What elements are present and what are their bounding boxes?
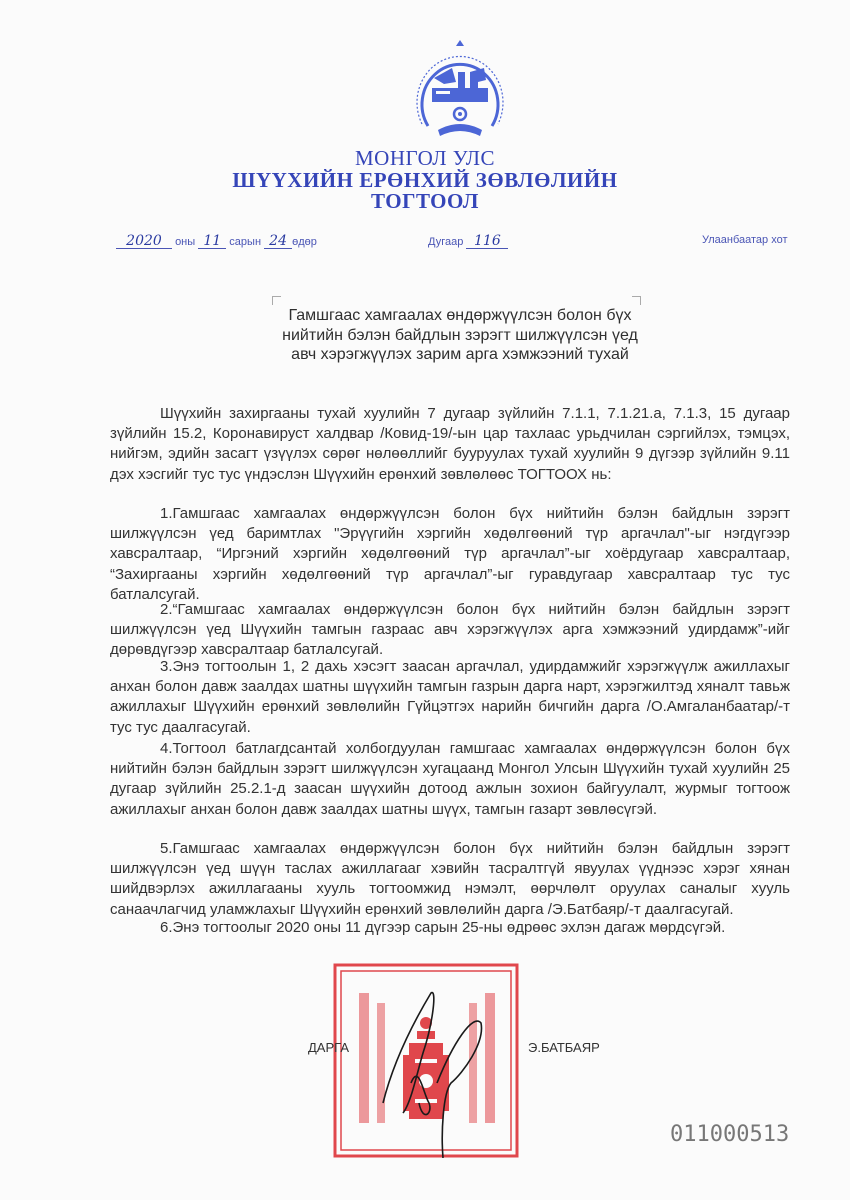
- paragraph-item-3: 3.Энэ тогтоолын 1, 2 дахь хэсэгт заасан аргачлал, удирдамжийг хэрэгжүүлж ажиллахыг анхан болон давж заалдах шатны шүүхийн тамгын газрын дарга нарт, хэрэгжилтэд хяналт тавьж ажиллахыг Шүүхийн ерөнхий зөвлөлийн Гүйцэтгэх нарийн бичгийн дарга /О.Амгаланбаатар/-т тус тус даалгасугай.: [110, 658, 790, 736]
- paragraph-item-5: 5.Гамшгаас хамгаалах өндөржүүлсэн болон бүх нийтийн бэлэн байдлын зэрэгт шилжүүлсэн үед шүүн таслах ажиллагааг хэвийн тасралтгүй явуулах үүднээс хэрэг хянан шийдвэрлэх ажиллагааны хууль тогтоомжид нэмэлт, өөрчлөлт оруулах саналыг хууль санаачлагчид уламжлахыг Шүүхийн ерөнхий зөвлөлийн дарга /Э.Батбаяр/-т даалгасугай.: [110, 840, 790, 918]
- body-item-2: [110, 600, 790, 661]
- country-name: МОНГОЛ УЛС: [355, 146, 495, 170]
- subject-line: нийтийн бэлэн байдлын зэрэгт шилжүүлсэн үед: [282, 326, 638, 344]
- paragraph-item-1: 1.Гамшгаас хамгаалах өндөржүүлсэн болон бүх нийтийн бэлэн байдлын зэрэгт шилжүүлсэн үед баримтлах "Эрүүгийн хэргийн хөдөлгөөний түр аргачлал"-ыг нэгдүгээр хавсралтаар, “Иргэний хэргийн хөдөлгөөний түр аргачлал”-ыг хоёрдугаар хавсралтаар, “Захиргааны хэргийн хөдөлгөөний түр аргачлал”-ыг гуравдугаар хавсралтаар тус тус батлалсугай.: [110, 505, 790, 603]
- state-emblem-icon: [414, 38, 506, 142]
- signatory-title: ДАРГА: [308, 1040, 349, 1055]
- date-month: 11: [198, 234, 226, 249]
- official-seal-stamp-icon: [333, 963, 519, 1158]
- body-item-1: [110, 504, 790, 605]
- body-item-3: [110, 657, 790, 738]
- serial-number: 011000513: [670, 1122, 790, 1147]
- document-date: [116, 234, 317, 249]
- date-month-suffix: сарын: [229, 236, 262, 248]
- body-preamble: [110, 404, 790, 485]
- subject-corner-mark: [632, 296, 641, 305]
- paragraph-item-6: 6.Энэ тогтоолыг 2020 оны 11 дүгээр сарын 25-ны өдрөөс эхлэн дагаж мөрдсүгэй.: [160, 919, 726, 936]
- date-year-suffix: оны: [175, 236, 196, 248]
- number-value: 116: [466, 234, 508, 249]
- body-item-5: [110, 839, 790, 920]
- document-city: Улаанбаатар хот: [702, 234, 788, 246]
- number-label: Дугаар: [428, 236, 464, 248]
- body-item-6: [110, 918, 790, 938]
- document-number: [428, 234, 508, 249]
- subject-corner-mark: [272, 296, 281, 305]
- paragraph-item-4: 4.Тогтоол батлагдсантай холбогдуулан гамшгаас хамгаалах өндөржүүлсэн болон бүх нийтийн бэлэн байдлын зэрэгт шилжүүлсэн хугацаанд Монгол Улсын Шүүхийн тухай хуулийн 25 дугаар зүйлийн 25.2.1-д заасан шүүхийн дотоод ажлын зохион байгуулалт, журмыг тогтоож ажиллахыг анхан болон давж заалдах шатны шүүх, тамгын газарт зөвлөсүгэй.: [110, 740, 790, 818]
- subject-line: авч хэрэгжүүлэх зарим арга хэмжээний тухай: [291, 346, 629, 363]
- document-subject: [260, 306, 660, 365]
- date-year: 2020: [116, 234, 172, 249]
- signatory-name: Э.БАТБАЯР: [528, 1040, 600, 1055]
- paragraph-item-2: 2.“Гамшгаас хамгаалах өндөржүүлсэн болон бүх нийтийн бэлэн байдлын зэрэгт шилжүүлсэн үед Шүүхийн тамгын газраас авч хэрэгжүүлэх арга хэмжээний удирдамж”-ийг дөрөвдүгээр хавсралтаар батлалсугай.: [110, 601, 790, 659]
- institution-name: ШҮҮХИЙН ЕРӨНХИЙ ЗӨВЛӨЛИЙН: [232, 168, 618, 192]
- paragraph-preamble: Шүүхийн захиргааны тухай хуулийн 7 дугаар зүйлийн 7.1.1, 7.1.21.а, 7.1.3, 15 дугаар зүйлийн 15.2, Коронавируст халдвар /Ковид-19/-ын цар тахлаас урьдчилан сэргийлэх, тэмцэх, нийгэм, эдийн засагт үзүүлэх сөрөг нөлөөллийг бууруулах тухай хуулийн 9 дүгээр зүйлийн 9.11 дэх хэсгийг тус тус үндэслэн Шүүхийн ерөнхий зөвлөлөөс ТОГТООХ нь:: [110, 405, 790, 483]
- document-type: ТОГТООЛ: [371, 189, 479, 213]
- date-day-suffix: өдөр: [292, 236, 317, 248]
- date-day: 24: [264, 234, 292, 249]
- body-item-4: [110, 739, 790, 820]
- subject-line: Гамшгаас хамгаалах өндөржүүлсэн болон бүх: [288, 307, 632, 324]
